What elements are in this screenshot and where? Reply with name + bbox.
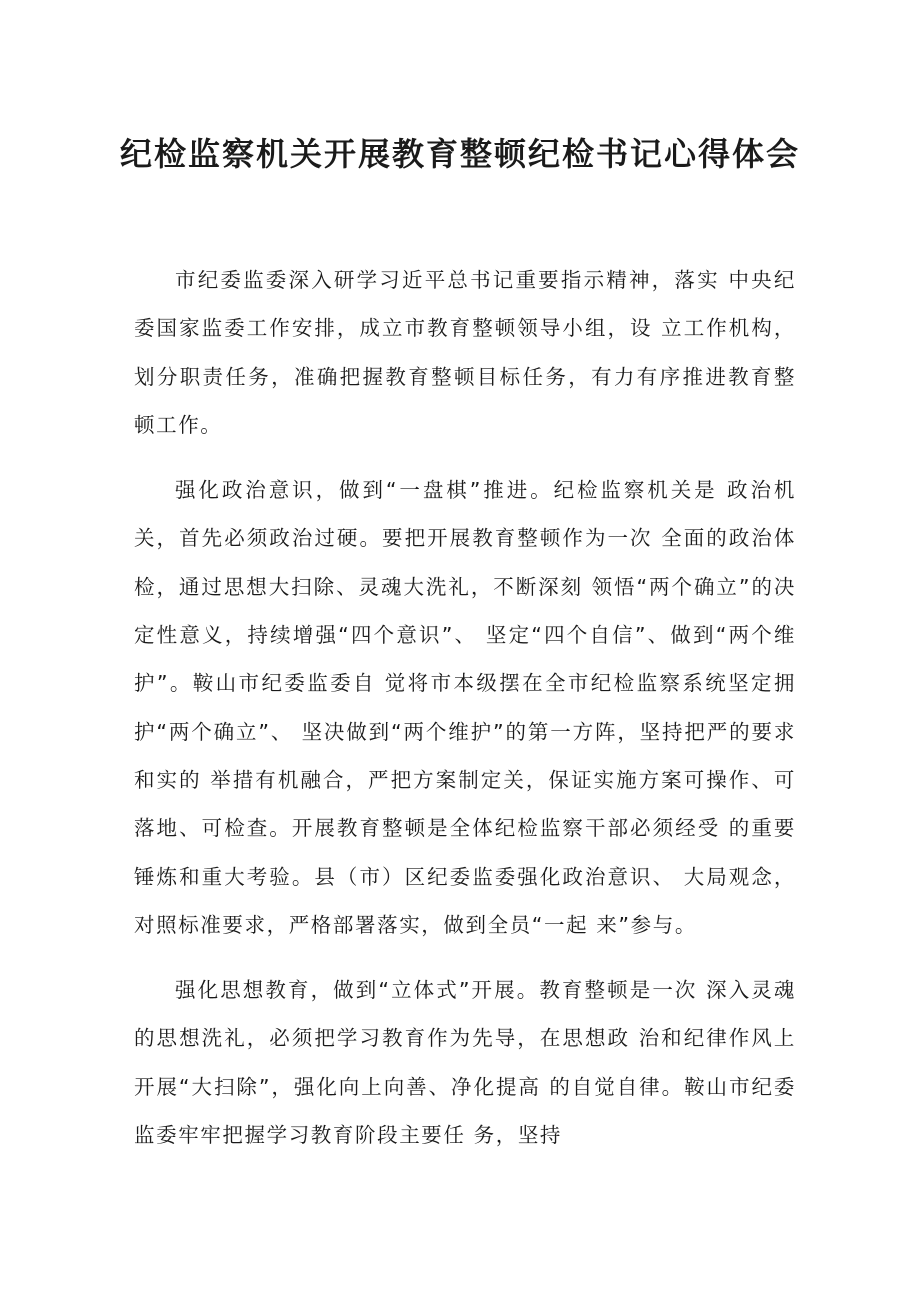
- paragraph-2: 强化政治意识，做到“一盘棋”推进。纪检监察机关是 政治机关，首先必须政治过硬。要把开展教育整顿作为一次 全面的政治体检，通过思想大扫除、灵魂大洗礼，不断深刻 领悟“两个确立”的决定性意义，持续增强“四个意识”、 坚定“四个自信”、做到“两个维护”。鞍山市纪委监委自 觉将市本级摆在全市纪检监察系统坚定拥护“两个确立”、 坚决做到“两个维护”的第一方阵，坚持把严的要求和实的 举措有机融合，严把方案制定关，保证实施方案可操作、可 落地、可检查。开展教育整顿是全体纪检监察干部必须经受 的重要锤炼和重大考验。县（市）区纪委监委强化政治意识、 大局观念，对照标准要求，严格部署落实，做到全员“一起 来”参与。: [134, 478, 796, 937]
- document-title: 纪检监察机关开展教育整顿纪检书记心得体会: [119, 135, 800, 173]
- paragraph-1: 市纪委监委深入研学习近平总书记重要指示精神，落实 中央纪委国家监委工作安排，成立市教育整顿领导小组，设 立工作机构，划分职责任务，准确把握教育整顿目标任务，有力有序推进教育整顿工作。: [134, 268, 796, 437]
- document-body: [134, 256, 796, 1176]
- paragraph-3: 强化思想教育，做到“立体式”开展。教育整顿是一次 深入灵魂的思想洗礼，必须把学习教育作为先导，在思想政 治和纪律作风上开展“大扫除”，强化向上向善、净化提高 的自觉自律。鞍山市纪委监委牢牢把握学习教育阶段主要任 务，坚持: [134, 978, 796, 1148]
